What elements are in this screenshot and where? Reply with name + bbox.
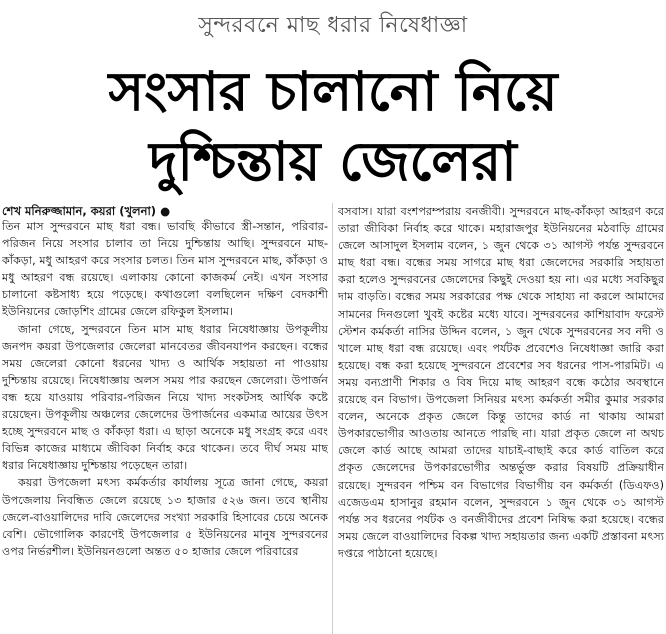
- headline-line-1: সংসার চালানো নিয়ে: [108, 60, 558, 123]
- paragraph: তিন মাস সুন্দরবনে মাছ ধরা বন্ধ। ভাবছি কীভাবে স্ত্রী-সন্তান, পরিবার-পরিজন নিয়ে সংসার চালাব তা নিয়ে দুশ্চিন্তায় আছি। সুন্দরবনে মাছ-কাঁকড়া, মধু আহরণ করে সংসার চলত। তিন মাস সুন্দরবনে মাছ, কাঁকড়া ও মধু আহরণ বন্ধ রয়েছে। এলাকায় কোনো কাজকর্ম নেই। এখন সংসার চালানো কষ্টসাধ্য হয়ে পড়েছে। কথাগুলো বলছিলেন দক্ষিণ বেদকাশী ইউনিয়নের জোড়শিং গ্রামের জেলে রফিকুল ইসলাম।: [2, 220, 328, 319]
- byline: শেখ মনিরুজ্জামান, কয়রা (খুলনা) ●: [2, 204, 171, 218]
- column-divider: [332, 203, 333, 634]
- article-column-left: [2, 218, 328, 634]
- paragraph: বসবাস। যারা বংশপরম্পরায় বনজীবী। সুন্দরবনে মাছ-কাঁকড়া আহরণ করে তারা জীবিকা নির্বাহ করে থাকে। মহারাজপুর ইউনিয়নের মঠবাড়ি গ্রামের জেলে আসাদুল ইসলাম বলেন, ১ জুন থেকে ৩১ আগস্ট পর্যন্ত সুন্দরবনে মাছ ধরা বন্ধ। বন্ধের সময় সাগরে মাছ ধরা জেলেদের সরকারি সহায়তা করা হলেও সুন্দরবনের জেলেদের কিছুই দেওয়া হয় না। এর মধ্যে সবকিছুর দাম বাড়তি। বন্ধের সময় সরকারের পক্ষ থেকে সাহায্য না করলে আমাদের সামনের দিনগুলো খুবই কষ্টের মধ্যে যাবে। সুন্দরবনের কাশিয়াবাদ ফরেস্ট স্টেশন কর্মকর্তা নাসির উদ্দিন বলেন, ১ জুন থেকে সুন্দরবনের সব নদী ও খালে মাছ ধরা বন্ধ রয়েছে। এবং পর্যটক প্রবেশেও নিষেধাজ্ঞা জারি করা হয়েছে। বন্ধ করা হয়েছে সুন্দরবনে প্রবেশের সব ধরনের পাস-পারমিট। এ সময় বন্যপ্রাণী শিকার ও বিষ দিয়ে মাছ আহরণ বন্ধে কঠোর অবস্থানে রয়েছে বন বিভাগ। উপজেলা সিনিয়র মৎস্য কর্মকর্তা সমীর কুমার সরকার বলেন, অনেকে প্রকৃত জেলে কিন্তু তাদের কার্ড না থাকায় আমরা উপকারভোগীর আওতায় আনতে পারছি না। যারা প্রকৃত জেলে না অথচ জেলে কার্ড আছে আমরা তাদের যাচাই-বাছাই করে কার্ড বাতিল করে প্রকৃত জেলেদের উপকারভোগীর অন্তর্ভুক্ত করার বিষয়টি প্রক্রিয়াধীন রয়েছে। সুন্দরবন পশ্চিম বন বিভাগের বিভাগীয় বন কর্মকর্তা (ডিএফও) এজেডএম হাসানুর রহমান বলেন, সুন্দরবনে ১ জুন থেকে ৩১ আগস্ট পর্যন্ত সব ধরনের পর্যটক ও বনজীবীদের প্রবেশ নিষিদ্ধ করা হয়েছে। বন্ধের সময় জেলে বাওয়ালিদের বিকল্প খাদ্য সহায়তার জন্য একটি প্রস্তাবনা মৎস্য দপ্তরে পাঠানো হয়েছে।: [338, 205, 664, 560]
- paragraph: জানা গেছে, সুন্দরবনে তিন মাস মাছ ধরার নিষেধাজ্ঞায় উপকূলীয় জনপদ কয়রা উপজেলার জেলেরা মানবেতর জীবনযাপন করছেন। বন্ধের সময় জেলেরা কোনো ধরনের খাদ্য ও আর্থিক সহায়তা না পাওয়ায় দুশ্চিন্তায় রয়েছে। নিষেধাজ্ঞায় অলস সময় পার করছেন জেলেরা। উপার্জন বন্ধ হয়ে যাওয়ায় পরিবার-পরিজন নিয়ে খাদ্য সংকটসহ আর্থিক কষ্টে রয়েছেন। উপকূলীয় অঞ্চলের জেলেদের উপার্জনের একমাত্র আয়ের উৎস হচ্ছে সুন্দরবনে মাছ ও কাঁকড়া ধরা। এ ছাড়া অনেকে মধু সংগ্রহ করে এবং বিভিন্ন কাজের মাধ্যমে জীবিকা নির্বাহ করে থাকেন। তবে দীর্ঘ সময় মাছ ধরার নিষেধাজ্ঞায় দুশ্চিন্তায় পড়েছেন তারা।: [2, 322, 328, 473]
- headline-line-2: দুশ্চিন্তায় জেলেরা: [149, 130, 517, 193]
- article-column-right: [338, 203, 664, 634]
- article-kicker: সুন্দরবনে মাছ ধরার নিষেধাজ্ঞা: [198, 13, 468, 38]
- paragraph: কয়রা উপজেলা মৎস্য কর্মকর্তার কার্যালয় সূত্রে জানা গেছে, কয়রা উপজেলায় নিবন্ধিত জেলে রয়েছে ১৩ হাজার ৫২৬ জন। তবে স্থানীয় জেলে-বাওয়ালিদের দাবি জেলেদের সংখ্যা সরকারি হিসাবের চেয়ে অনেক বেশি। ভৌগোলিক কারণেই উপজেলার ৫ ইউনিয়নের মানুষ সুন্দরবনের ওপর নির্ভরশীল। ইউনিয়নগুলো অন্তত ৫০ হাজার জেলে পরিবারের: [2, 476, 328, 558]
